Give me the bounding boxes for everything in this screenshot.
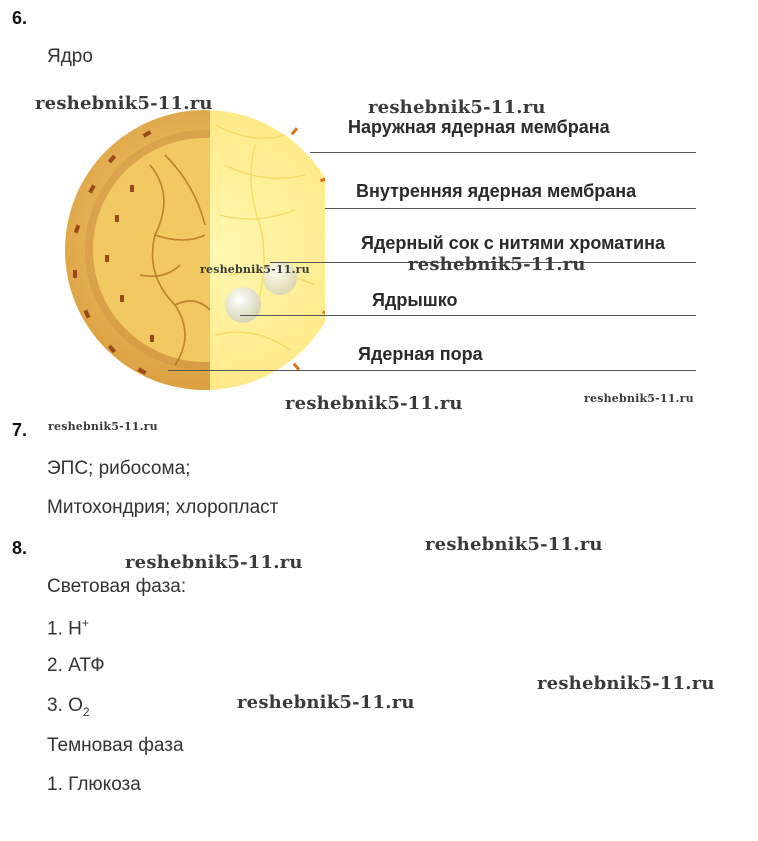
label-nuclear-pore: Ядерная пора bbox=[358, 344, 483, 364]
light-item-1-text: 1. H bbox=[47, 618, 82, 640]
question-7-number: 7. bbox=[12, 420, 28, 440]
leader-outer-membrane bbox=[310, 152, 696, 153]
nucleus-illustration bbox=[55, 105, 325, 395]
watermark: reshebnik5-11.ru bbox=[584, 392, 694, 405]
label-nucleolus: Ядрышко bbox=[372, 290, 458, 310]
leader-nuclear-pore bbox=[168, 370, 696, 371]
label-outer-membrane: Наружная ядерная мембрана bbox=[348, 117, 610, 137]
leader-nucleolus bbox=[240, 315, 696, 316]
light-item-2: 2. АТФ bbox=[47, 655, 105, 676]
watermark: reshebnik5-11.ru bbox=[48, 420, 158, 433]
label-inner-membrane: Внутренняя ядерная мембрана bbox=[356, 181, 637, 201]
watermark: reshebnik5-11.ru bbox=[237, 692, 415, 713]
light-item-1 bbox=[47, 616, 89, 640]
label-nuclear-sap: Ядерный сок с нитями хроматина bbox=[361, 233, 665, 253]
dark-item-1: 1. Глюкоза bbox=[47, 774, 141, 795]
watermark: reshebnik5-11.ru bbox=[35, 93, 213, 114]
leader-inner-membrane bbox=[325, 208, 696, 209]
watermark: reshebnik5-11.ru bbox=[125, 552, 303, 573]
light-item-1-superscript: + bbox=[81, 616, 89, 630]
watermark: reshebnik5-11.ru bbox=[285, 393, 463, 414]
question-6-number: 6. bbox=[12, 8, 28, 28]
question-7-line-2: Митохондрия; хлоропласт bbox=[47, 497, 279, 518]
question-8-number: 8. bbox=[12, 538, 28, 558]
light-item-3-subscript: 2 bbox=[82, 704, 90, 719]
question-6-answer: Ядро bbox=[47, 46, 93, 67]
light-item-3 bbox=[47, 695, 90, 719]
watermark: reshebnik5-11.ru bbox=[537, 673, 715, 694]
watermark: reshebnik5-11.ru bbox=[368, 97, 546, 118]
watermark: reshebnik5-11.ru bbox=[200, 263, 310, 276]
dark-phase-heading: Темновая фаза bbox=[47, 735, 184, 756]
light-phase-heading: Световая фаза: bbox=[47, 576, 187, 597]
question-7-line-1: ЭПС; рибосома; bbox=[47, 458, 191, 479]
watermark: reshebnik5-11.ru bbox=[408, 254, 586, 275]
watermark: reshebnik5-11.ru bbox=[425, 534, 603, 555]
light-item-3-text: 3. O bbox=[47, 695, 83, 716]
